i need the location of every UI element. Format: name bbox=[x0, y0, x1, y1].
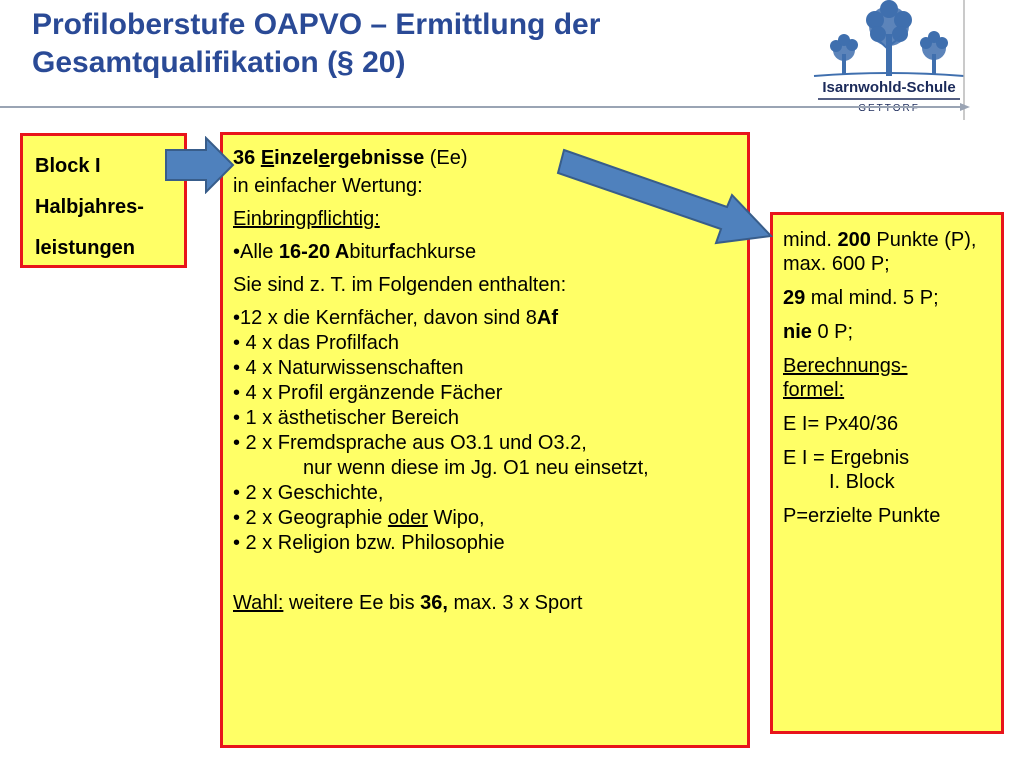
list-item: • 2 x Religion bzw. Philosophie bbox=[233, 532, 505, 554]
mal-mind: 29 mal mind. 5 P; bbox=[783, 287, 939, 309]
einbring-label: Einbringpflichtig: bbox=[233, 208, 380, 230]
main-heading: 36 Einzelergebnisse (Ee) bbox=[233, 147, 468, 169]
tree-icon-left bbox=[830, 34, 858, 74]
title-divider bbox=[0, 103, 970, 111]
list-item: • 4 x Profil ergänzende Fächer bbox=[233, 382, 503, 404]
tree-icon-center bbox=[866, 0, 912, 76]
abitur-item: •Alle 16-20 Abiturfachkurse bbox=[233, 241, 477, 263]
kern-item: •12 x die Kernfächer, davon sind 8Af bbox=[233, 307, 558, 329]
fremdsprache-note: nur wenn diese im Jg. O1 neu einsetzt, bbox=[303, 457, 649, 479]
list-item: • 4 x das Profilfach bbox=[233, 332, 399, 354]
berechnung-label-2: formel: bbox=[783, 379, 845, 401]
title-line-2: Gesamtqualifikation (§ 20) bbox=[32, 46, 406, 79]
slide-title bbox=[32, 6, 752, 82]
logo-city: GETTORF bbox=[858, 103, 920, 114]
mind-punkte: mind. 200 Punkte (P), max. 600 P; bbox=[783, 229, 977, 275]
erzielt-text: P=erzielte Punkte bbox=[783, 505, 941, 527]
result-box bbox=[770, 212, 1004, 734]
enthalten-text: Sie sind z. T. im Folgenden enthalten: bbox=[233, 274, 567, 296]
list-item: • 4 x Naturwissenschaften bbox=[233, 357, 464, 379]
einzelergebnisse-box bbox=[220, 132, 750, 748]
block-label: Block I bbox=[35, 155, 101, 177]
list-item: • 2 x Geschichte, bbox=[233, 482, 384, 504]
ergebnis-line-2: I. Block bbox=[829, 471, 895, 493]
geo-item: • 2 x Geographie oder Wipo, bbox=[233, 507, 485, 529]
tree-icon-right bbox=[920, 31, 948, 74]
school-logo bbox=[808, 0, 970, 120]
nie-null: nie 0 P; bbox=[783, 321, 854, 343]
logo-school-name: Isarnwohld-Schule bbox=[822, 79, 956, 96]
wertung-text: in einfacher Wertung: bbox=[233, 175, 423, 197]
block-sub-1: Halbjahres- bbox=[35, 196, 144, 218]
wahl-line: Wahl: weitere Ee bis 36, max. 3 x Sport bbox=[233, 592, 583, 614]
block-sub-2: leistungen bbox=[35, 237, 136, 259]
berechnung-label-1: Berechnungs- bbox=[783, 355, 908, 377]
formula: E I= Px40/36 bbox=[783, 413, 899, 435]
title-line-1: Profiloberstufe OAPVO – Ermittlung der bbox=[32, 8, 601, 41]
block-box bbox=[20, 133, 187, 268]
list-item: • 2 x Fremdsprache aus O3.1 und O3.2, bbox=[233, 432, 587, 454]
list-item: • 1 x ästhetischer Bereich bbox=[233, 407, 459, 429]
ergebnis-line-1: E I = Ergebnis bbox=[783, 447, 910, 469]
